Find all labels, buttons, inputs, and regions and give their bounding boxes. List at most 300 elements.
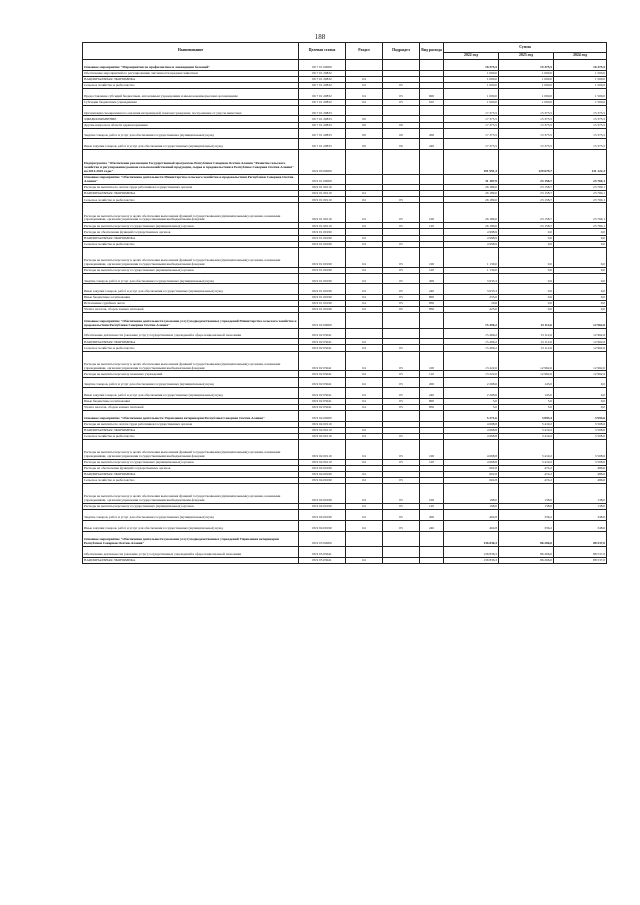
row-section: 09 bbox=[346, 116, 383, 122]
header-sum: Сумма bbox=[444, 43, 607, 53]
row-value-2023: 336,2 bbox=[499, 510, 554, 521]
table-body bbox=[83, 60, 607, 564]
row-value-2023: 0,0 bbox=[499, 295, 554, 301]
row-target-code: 06 9 01 00190 bbox=[299, 241, 346, 247]
row-value-2023: 0,0 bbox=[499, 273, 554, 284]
table-row bbox=[83, 273, 607, 284]
row-target-code: 06 9 05 00000 bbox=[299, 531, 346, 546]
row-value-2023: 3 419,2 bbox=[499, 459, 554, 465]
row-name: Расходы на выплаты персоналу в целях обеспечения выполнения функций государственными (муниципальными) органами, казенными учреждениями, органами управления государственными внебюджетными фондами bbox=[83, 351, 299, 371]
row-value-2024: 15 375,5 bbox=[554, 105, 607, 116]
table-row bbox=[83, 388, 607, 399]
row-value-2024: 15 375,5 bbox=[554, 139, 607, 150]
row-target-code: 06 9 01 00190 bbox=[299, 295, 346, 301]
row-value-2023: 23 158,7 bbox=[499, 203, 554, 223]
row-expense-type bbox=[420, 328, 444, 339]
row-name: Сельское хозяйство и рыболовство bbox=[83, 345, 299, 351]
row-value-2023: 1 000,0 bbox=[499, 70, 554, 76]
row-value-2022: 3 633,3 bbox=[444, 273, 499, 284]
row-section: 04 bbox=[346, 99, 383, 105]
row-subsection: 05 bbox=[383, 504, 420, 510]
row-value-2022: 5,0 bbox=[444, 398, 499, 404]
row-subsection: 05 bbox=[383, 203, 420, 223]
row-target-code: 06 7 01 20833 bbox=[299, 139, 346, 150]
row-value-2023: 15 375,5 bbox=[499, 128, 554, 139]
table-row bbox=[83, 510, 607, 521]
row-value-2022: 602,8 bbox=[444, 472, 499, 478]
table-row bbox=[83, 60, 607, 71]
row-value-2023: 23 158,7 bbox=[499, 174, 554, 185]
row-expense-type: 610 bbox=[420, 99, 444, 105]
row-name: Иные закупки товаров, работ и услуг для обеспечения государственных (муниципальных) нужд bbox=[83, 139, 299, 150]
row-value-2023: 15 375,5 bbox=[499, 105, 554, 116]
row-name: Закупка товаров, работ и услуг для обеспечения государственных (муниципальных) нужд bbox=[83, 128, 299, 139]
row-value-2023: 129 679,7 bbox=[499, 150, 554, 175]
row-value-2022: 15 496,2 bbox=[444, 339, 499, 345]
row-name: Закупка товаров, работ и услуг для обеспечения государственных (муниципальных) нужд bbox=[83, 510, 299, 521]
row-value-2022: 136 836,3 bbox=[444, 557, 499, 563]
row-target-code: 06 9 01 00190 bbox=[299, 229, 346, 235]
row-name: Подпрограмма "Обеспечение реализации Государственной программы Республики Северная Осетия-Алания "Развитие сельского хозяйства и регулирование рынков сельскохозяйственной продукции, сырья и продовольствия в Республике Северная Осетия-Алания" на 2014-2025 годы" bbox=[83, 150, 299, 175]
row-target-code: 06 9 01 00190 bbox=[299, 267, 346, 273]
row-section: 04 bbox=[346, 521, 383, 532]
row-section: 04 bbox=[346, 440, 383, 460]
row-target-code: 06 9 01 00190 bbox=[299, 235, 346, 241]
row-subsection: 05 bbox=[383, 241, 420, 247]
row-section: 09 bbox=[346, 128, 383, 139]
row-value-2023: 0,0 bbox=[499, 235, 554, 241]
row-subsection: 05 bbox=[383, 88, 420, 99]
row-value-2022: 26 189,0 bbox=[444, 191, 499, 197]
row-value-2024: 3 508,0 bbox=[554, 421, 607, 427]
row-name: НАЦИОНАЛЬНАЯ ЭКОНОМИКА bbox=[83, 339, 299, 345]
header-year-2022: 2022 год bbox=[444, 53, 499, 60]
row-expense-type: 120 bbox=[420, 504, 444, 510]
row-expense-type: 240 bbox=[420, 284, 444, 295]
row-section: 04 bbox=[346, 557, 383, 563]
header-year-2023: 2023 год bbox=[499, 53, 554, 60]
row-subsection: 05 bbox=[383, 377, 420, 388]
row-value-2024: 1 500,0 bbox=[554, 82, 607, 88]
row-value-2023: 13 112,6 bbox=[499, 339, 554, 345]
row-subsection: 05 bbox=[383, 521, 420, 532]
row-value-2022: 602,8 bbox=[444, 466, 499, 472]
row-target-code: 06 9 01 00110 bbox=[299, 185, 346, 191]
row-value-2024: 0,0 bbox=[554, 267, 607, 273]
row-subsection: 05 bbox=[383, 345, 420, 351]
row-value-2022: 404,8 bbox=[444, 521, 499, 532]
row-target-code: 06 9 01 00110 bbox=[299, 223, 346, 229]
row-target-code: 06 7 01 20832 bbox=[299, 99, 346, 105]
row-value-2024: 16 375,5 bbox=[554, 60, 607, 71]
row-target-code: 06 9 01 00110 bbox=[299, 203, 346, 223]
row-name: НАЦИОНАЛЬНАЯ ЭКОНОМИКА bbox=[83, 472, 299, 478]
table-row bbox=[83, 377, 607, 388]
row-value-2023: 23 158,7 bbox=[499, 185, 554, 191]
row-value-2024: 1 500,0 bbox=[554, 99, 607, 105]
table-row bbox=[83, 521, 607, 532]
row-value-2023: 13 112,6 bbox=[499, 313, 554, 328]
row-expense-type: 850 bbox=[420, 307, 444, 313]
header-year-2024: 2024 год bbox=[554, 53, 607, 60]
row-name: ЗДРАВООХРАНЕНИЕ bbox=[83, 116, 299, 122]
row-section: 04 bbox=[346, 267, 383, 273]
row-value-2022: 198,0 bbox=[444, 504, 499, 510]
row-value-2024: 486,6 bbox=[554, 472, 607, 478]
row-value-2024: 0,0 bbox=[554, 247, 607, 267]
row-name: Расходы на обеспечение функций государственных органов bbox=[83, 229, 299, 235]
row-expense-type bbox=[420, 411, 444, 422]
row-section: 04 bbox=[346, 301, 383, 307]
row-expense-type bbox=[420, 557, 444, 563]
row-target-code: 06 9 05 05041 bbox=[299, 546, 346, 557]
header-name: Наименование bbox=[83, 43, 299, 60]
row-section: 04 bbox=[346, 273, 383, 284]
row-subsection: 09 bbox=[383, 139, 420, 150]
row-value-2024: 1 500,0 bbox=[554, 88, 607, 99]
row-name: Расходы на выплаты персоналу государственных (муниципальных) органов bbox=[83, 504, 299, 510]
row-name: Организация своевременного оказания ветеринарной помощи гражданам, построенным от укусов животных bbox=[83, 105, 299, 116]
row-expense-type: 600 bbox=[420, 88, 444, 99]
row-subsection bbox=[383, 328, 420, 339]
row-value-2024: 138,0 bbox=[554, 484, 607, 504]
row-subsection: 05 bbox=[383, 388, 420, 399]
row-value-2023: 86 206,0 bbox=[499, 531, 554, 546]
row-subsection: 05 bbox=[383, 459, 420, 465]
row-expense-type: 100 bbox=[420, 247, 444, 267]
row-subsection: 05 bbox=[383, 82, 420, 88]
row-value-2024: 3 508,0 bbox=[554, 459, 607, 465]
row-subsection: 09 bbox=[383, 122, 420, 128]
row-target-code: 06 9 04 00190 bbox=[299, 521, 346, 532]
row-subsection bbox=[383, 174, 420, 185]
row-target-code: 06 9 02 05041 bbox=[299, 388, 346, 399]
row-subsection bbox=[383, 546, 420, 557]
row-name: Расходы на выплаты персоналу в целях обеспечения выполнения функций государственными (муниципальными) органами, казенными учреждениями, органами управления государственными внебюджетными фондами bbox=[83, 247, 299, 267]
row-value-2022: 17 375,5 bbox=[444, 116, 499, 122]
row-section: 04 bbox=[346, 377, 383, 388]
row-section bbox=[346, 411, 383, 422]
row-value-2024: 0,0 bbox=[554, 235, 607, 241]
row-section bbox=[346, 105, 383, 116]
row-value-2024: 23 760,1 bbox=[554, 203, 607, 223]
page-number: 188 bbox=[314, 33, 326, 41]
row-subsection: 05 bbox=[383, 484, 420, 504]
row-target-code: 06 7 01 20832 bbox=[299, 82, 346, 88]
row-subsection: 09 bbox=[383, 128, 420, 139]
row-section bbox=[346, 546, 383, 557]
row-value-2023: 3 419,2 bbox=[499, 427, 554, 433]
row-value-2023: 0,0 bbox=[499, 229, 554, 235]
row-value-2022: 17 375,5 bbox=[444, 128, 499, 139]
row-name: НАЦИОНАЛЬНАЯ ЭКОНОМИКА bbox=[83, 557, 299, 563]
row-expense-type bbox=[420, 313, 444, 328]
row-target-code: 06 9 04 00190 bbox=[299, 510, 346, 521]
row-section: 04 bbox=[346, 433, 383, 439]
table-row bbox=[83, 546, 607, 557]
row-value-2022: 15 496,2 bbox=[444, 328, 499, 339]
table-row bbox=[83, 351, 607, 371]
row-target-code: 06 7 01 20833 bbox=[299, 105, 346, 116]
table-row bbox=[83, 531, 607, 546]
row-value-2022: 13 222,6 bbox=[444, 371, 499, 377]
row-value-2024: 0,0 bbox=[554, 388, 607, 399]
row-section: 04 bbox=[346, 197, 383, 203]
row-value-2024: 88 537,0 bbox=[554, 557, 607, 563]
row-value-2024: 348,6 bbox=[554, 510, 607, 521]
row-subsection: 05 bbox=[383, 197, 420, 203]
row-name: Расходы на выплаты персоналу государственных (муниципальных) органов bbox=[83, 267, 299, 273]
row-value-2022: 2 268,6 bbox=[444, 388, 499, 399]
row-value-2023: 474,2 bbox=[499, 466, 554, 472]
row-value-2022: 1 130,0 bbox=[444, 267, 499, 273]
row-value-2023: 5,0 bbox=[499, 398, 554, 404]
row-target-code: 06 9 04 00110 bbox=[299, 433, 346, 439]
row-target-code: 06 9 04 00190 bbox=[299, 466, 346, 472]
row-target-code: 06 9 04 00110 bbox=[299, 427, 346, 433]
table-row bbox=[83, 328, 607, 339]
row-section bbox=[346, 531, 383, 546]
row-section bbox=[346, 60, 383, 71]
row-name: Сельское хозяйство и рыболовство bbox=[83, 82, 299, 88]
row-value-2022: 4 668,8 bbox=[444, 433, 499, 439]
row-expense-type: 120 bbox=[420, 267, 444, 273]
row-value-2024: 0,0 bbox=[554, 405, 607, 411]
row-target-code: 06 9 01 00000 bbox=[299, 174, 346, 185]
row-target-code: 06 9 01 00190 bbox=[299, 307, 346, 313]
row-target-code: 06 9 01 00110 bbox=[299, 197, 346, 203]
row-target-code: 06 7 01 20832 bbox=[299, 70, 346, 76]
row-value-2022: 26 189,0 bbox=[444, 197, 499, 203]
row-target-code: 06 9 01 00190 bbox=[299, 301, 346, 307]
row-value-2023: 23 158,7 bbox=[499, 197, 554, 203]
header-expense-type: Вид расхода bbox=[420, 43, 444, 60]
row-value-2023: 0,0 bbox=[499, 301, 554, 307]
row-value-2023: 0,0 bbox=[499, 241, 554, 247]
row-name: Иные закупки товаров, работ и услуг для обеспечения государственных (муниципальных) нужд bbox=[83, 521, 299, 532]
row-value-2023: 3 893,4 bbox=[499, 411, 554, 422]
row-value-2023: 1 000,0 bbox=[499, 76, 554, 82]
table-row bbox=[83, 128, 607, 139]
row-subsection: 05 bbox=[383, 247, 420, 267]
row-name: Уплата налогов, сборов и иных платежей bbox=[83, 405, 299, 411]
row-value-2022: 3 633,3 bbox=[444, 284, 499, 295]
row-subsection: 05 bbox=[383, 351, 420, 371]
row-value-2024: 1 500,0 bbox=[554, 76, 607, 82]
row-value-2024: 3 508,0 bbox=[554, 433, 607, 439]
row-value-2022: 15 496,2 bbox=[444, 313, 499, 328]
row-subsection bbox=[383, 105, 420, 116]
row-value-2022: 10,6 bbox=[444, 301, 499, 307]
row-name: Иные закупки товаров, работ и услуг для обеспечения государственных (муниципальных) нужд bbox=[83, 284, 299, 295]
row-section: 04 bbox=[346, 478, 383, 484]
row-value-2023: 0,0 bbox=[499, 267, 554, 273]
row-value-2022: 4 668,8 bbox=[444, 421, 499, 427]
row-name: Другие вопросы в области здравоохранения bbox=[83, 122, 299, 128]
row-value-2023: 0,0 bbox=[499, 307, 554, 313]
row-value-2024: 0,0 bbox=[554, 295, 607, 301]
row-expense-type: 100 bbox=[420, 440, 444, 460]
row-value-2023: 336,2 bbox=[499, 521, 554, 532]
row-name: Расходы на выплаты персоналу в целях обеспечения выполнения функций государственными (муниципальными) органами, казенными учреждениями, органами управления государственными внебюджетными фондами bbox=[83, 203, 299, 223]
row-target-code: 06 9 02 05041 bbox=[299, 339, 346, 345]
row-value-2022: 5 271,6 bbox=[444, 411, 499, 422]
row-name: Иные закупки товаров, работ и услуг для обеспечения государственных (муниципальных) нужд bbox=[83, 388, 299, 399]
row-value-2023: 145,0 bbox=[499, 388, 554, 399]
row-value-2024: 12 962,6 bbox=[554, 339, 607, 345]
row-value-2022: 2 268,6 bbox=[444, 377, 499, 388]
row-value-2024: 12 962,6 bbox=[554, 313, 607, 328]
row-name: Субсидии бюджетным учреждениям bbox=[83, 99, 299, 105]
row-subsection bbox=[383, 557, 420, 563]
row-value-2023: 3 419,2 bbox=[499, 421, 554, 427]
row-value-2023: 23 158,7 bbox=[499, 191, 554, 197]
row-value-2022: 4 668,8 bbox=[444, 459, 499, 465]
row-name: НАЦИОНАЛЬНАЯ ЭКОНОМИКА bbox=[83, 427, 299, 433]
row-value-2022: 18 375,5 bbox=[444, 60, 499, 71]
row-value-2023: 0,0 bbox=[499, 284, 554, 295]
row-target-code: 06 9 01 00190 bbox=[299, 284, 346, 295]
row-value-2023: 86 206,0 bbox=[499, 557, 554, 563]
row-target-code: 06 7 01 20832 bbox=[299, 88, 346, 99]
row-target-code: 06 9 02 05041 bbox=[299, 328, 346, 339]
row-target-code: 06 9 02 05041 bbox=[299, 398, 346, 404]
row-section bbox=[346, 328, 383, 339]
row-value-2022: 15 496,2 bbox=[444, 345, 499, 351]
row-value-2024: 3 508,0 bbox=[554, 440, 607, 460]
row-section: 04 bbox=[346, 284, 383, 295]
row-value-2022: 17 375,5 bbox=[444, 122, 499, 128]
row-name: Сельское хозяйство и рыболовство bbox=[83, 433, 299, 439]
table-row bbox=[83, 440, 607, 460]
row-value-2024: 3 994,6 bbox=[554, 411, 607, 422]
row-target-code: 06 9 02 00000 bbox=[299, 313, 346, 328]
row-target-code: 06 9 05 05041 bbox=[299, 557, 346, 563]
table-row bbox=[83, 105, 607, 116]
row-value-2023: 12 962,6 bbox=[499, 371, 554, 377]
row-value-2024: 3 508,0 bbox=[554, 427, 607, 433]
row-value-2022: 191 991,3 bbox=[444, 150, 499, 175]
row-name: Обеспечение мероприятий по регулированию численности вредных животных bbox=[83, 70, 299, 76]
row-section: 04 bbox=[346, 339, 383, 345]
row-value-2023: 23 158,7 bbox=[499, 223, 554, 229]
row-section: 09 bbox=[346, 122, 383, 128]
row-section bbox=[346, 150, 383, 175]
row-target-code: 06 7 01 20833 bbox=[299, 128, 346, 139]
row-section: 04 bbox=[346, 307, 383, 313]
row-subsection: 05 bbox=[383, 440, 420, 460]
row-value-2023: 15 375,5 bbox=[499, 116, 554, 122]
row-name: Иные бюджетные ассигнования bbox=[83, 295, 299, 301]
row-name: Уплата налогов, сборов и иных платежей bbox=[83, 307, 299, 313]
row-value-2022: 1 000,0 bbox=[444, 88, 499, 99]
budget-table bbox=[82, 42, 607, 564]
row-target-code: 06 9 04 00000 bbox=[299, 411, 346, 422]
row-section: 04 bbox=[346, 405, 383, 411]
row-value-2022: 4 998,9 bbox=[444, 241, 499, 247]
table-row bbox=[83, 150, 607, 175]
row-value-2024: 15 375,5 bbox=[554, 116, 607, 122]
row-expense-type: 850 bbox=[420, 405, 444, 411]
row-subsection: 05 bbox=[383, 398, 420, 404]
row-value-2024: 0,0 bbox=[554, 284, 607, 295]
row-value-2022: 4 668,8 bbox=[444, 427, 499, 433]
row-name: Расходы на выплаты по оплате труда работников государственных органов bbox=[83, 421, 299, 427]
row-section: 04 bbox=[346, 388, 383, 399]
row-subsection: 05 bbox=[383, 267, 420, 273]
row-subsection: 05 bbox=[383, 295, 420, 301]
row-value-2023: 474,2 bbox=[499, 478, 554, 484]
row-section: 04 bbox=[346, 88, 383, 99]
row-section: 04 bbox=[346, 191, 383, 197]
row-subsection bbox=[383, 150, 420, 175]
row-target-code: 06 7 01 00000 bbox=[299, 60, 346, 71]
row-value-2022: 17 375,5 bbox=[444, 139, 499, 150]
row-section: 04 bbox=[346, 345, 383, 351]
row-value-2024: 23 760,1 bbox=[554, 223, 607, 229]
row-name: Обеспечение деятельности (оказание услуг) государственных учреждений в сфере национальной экономики bbox=[83, 546, 299, 557]
row-value-2023: 474,2 bbox=[499, 472, 554, 478]
row-expense-type: 200 bbox=[420, 273, 444, 284]
row-target-code: 06 7 01 20833 bbox=[299, 122, 346, 128]
row-value-2024: 0,0 bbox=[554, 301, 607, 307]
row-expense-type: 110 bbox=[420, 371, 444, 377]
row-section: 04 bbox=[346, 295, 383, 301]
row-value-2024: 0,0 bbox=[554, 377, 607, 388]
row-value-2023: 3 419,2 bbox=[499, 440, 554, 460]
table-row bbox=[83, 203, 607, 223]
row-value-2024: 0,0 bbox=[554, 398, 607, 404]
row-value-2023: 1 000,0 bbox=[499, 88, 554, 99]
row-name: Основное мероприятие "Обеспечение деятельности Управления ветеринарии Республики Северная Осетия-Алания" bbox=[83, 411, 299, 422]
row-section: 04 bbox=[346, 427, 383, 433]
row-section: 04 bbox=[346, 351, 383, 371]
row-expense-type bbox=[420, 546, 444, 557]
row-section: 04 bbox=[346, 472, 383, 478]
row-section: 04 bbox=[346, 76, 383, 82]
row-name: Закупка товаров, работ и услуг для обеспечения государственных (муниципальных) нужд bbox=[83, 273, 299, 284]
row-value-2024: 23 760,1 bbox=[554, 197, 607, 203]
row-subsection: 05 bbox=[383, 433, 420, 439]
row-value-2023: 145,0 bbox=[499, 377, 554, 388]
row-expense-type: 240 bbox=[420, 388, 444, 399]
row-name: Основное мероприятие "Обеспечение деятельности (оказание услуг) подведомственных учреждений Управления ветеринарии Республики Северная Осетия-Алания" bbox=[83, 531, 299, 546]
row-target-code: 06 9 02 05041 bbox=[299, 345, 346, 351]
row-name: Расходы на выплаты персоналу казенных учреждений bbox=[83, 371, 299, 377]
row-target-code: 06 9 01 00190 bbox=[299, 273, 346, 284]
row-value-2024: 131 122,3 bbox=[554, 150, 607, 175]
table-row bbox=[83, 557, 607, 563]
table-row bbox=[83, 284, 607, 295]
row-value-2022: 235,6 bbox=[444, 295, 499, 301]
row-section bbox=[346, 174, 383, 185]
row-value-2023: 5,0 bbox=[499, 405, 554, 411]
row-value-2023: 15 375,5 bbox=[499, 60, 554, 71]
row-value-2024: 1 500,0 bbox=[554, 70, 607, 76]
row-value-2023: 13 112,6 bbox=[499, 345, 554, 351]
row-value-2024: 23 760,1 bbox=[554, 191, 607, 197]
row-section: 09 bbox=[346, 139, 383, 150]
row-value-2024: 0,0 bbox=[554, 229, 607, 235]
row-section: 04 bbox=[346, 241, 383, 247]
row-value-2023: 15 375,5 bbox=[499, 139, 554, 150]
row-name: НАЦИОНАЛЬНАЯ ЭКОНОМИКА bbox=[83, 191, 299, 197]
row-name: Основное мероприятие "Обеспечение деятельности Министерства сельского хозяйства и продовольствия Республики Северная Осетия-Алания" bbox=[83, 174, 299, 185]
row-subsection bbox=[383, 313, 420, 328]
row-value-2022: 1 000,0 bbox=[444, 99, 499, 105]
row-subsection bbox=[383, 60, 420, 71]
row-name: Расходы на обеспечение функций государственных органов bbox=[83, 466, 299, 472]
